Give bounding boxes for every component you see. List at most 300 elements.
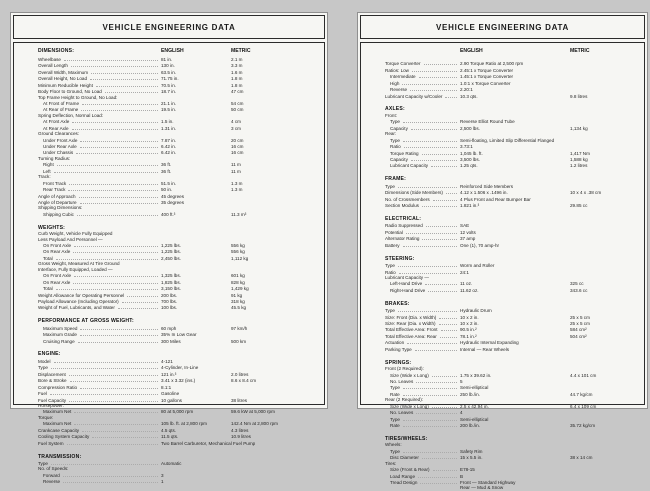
page-title: VEHICLE ENGINEERING DATA <box>436 22 569 32</box>
spec-label: Overall Length <box>38 63 68 69</box>
leader-line <box>398 262 457 267</box>
spec-label: Type <box>390 416 400 422</box>
spec-row <box>385 190 636 196</box>
spec-label: Right-Hand Drive <box>390 287 426 293</box>
spec-label: No. Leaves <box>390 379 414 385</box>
value-metric: 4 cm <box>231 119 241 125</box>
spec-label: Lubricant Capacity w/Cooler <box>385 93 443 99</box>
value-english: 4-121 <box>161 358 173 364</box>
spec-label: Reverse <box>43 479 61 485</box>
spec-label: Capacity <box>390 125 408 131</box>
value-metric: 59.6 kW at 5,000 rpm <box>231 409 275 415</box>
leader-line <box>433 467 457 472</box>
leader-line <box>403 391 457 396</box>
value-metric: 45.5 kg <box>231 305 247 311</box>
value-english: 15 x 5.5 in. <box>460 455 483 461</box>
value-metric: 1,429 kg <box>231 286 249 292</box>
leader-line <box>69 397 158 402</box>
spec-label: Type <box>390 119 400 125</box>
leader-line <box>411 156 457 161</box>
column-header-english: ENGLISH <box>460 47 483 54</box>
spec-label: Ratio <box>390 144 401 150</box>
spec-label: Tread Design <box>390 480 418 486</box>
value-english: 6.42 in. <box>161 150 177 156</box>
spec-page-left <box>10 12 328 485</box>
value-english: 24:1 <box>460 269 469 275</box>
spec-label: Weight of Fuel, Lubricants, and Water <box>38 305 115 311</box>
spec-label: Torque Rating <box>390 150 419 156</box>
value-english: 35 degrees <box>161 199 184 205</box>
spec-row <box>385 287 636 293</box>
spec-label: No. Leaves <box>390 410 414 416</box>
spec-label: Left <box>43 168 51 174</box>
leader-line <box>432 275 457 279</box>
value-metric: 44.7 kg/cm <box>570 391 593 397</box>
leader-line <box>105 88 158 93</box>
spec-label: At Front Axle <box>43 119 70 125</box>
leader-line <box>69 180 158 185</box>
spec-label: Type <box>385 263 395 269</box>
spec-row <box>385 422 636 428</box>
spec-label: Angle of Departure <box>38 199 77 205</box>
value-metric: 6.4 x 109 cm <box>570 403 597 409</box>
spec-section <box>385 177 636 209</box>
section-heading: PERFORMANCE AT GROSS WEIGHT: <box>38 318 134 325</box>
spec-row <box>38 338 316 344</box>
spec-label: Lubricant Capacity — <box>385 274 429 280</box>
spec-label: Wheelbase <box>38 56 61 62</box>
spec-label: Ground Clearances: <box>38 131 80 137</box>
spec-label: Total Effective Area: Front <box>385 327 438 333</box>
leader-line <box>400 113 457 117</box>
section-heading: ENGINE: <box>38 351 61 358</box>
leader-line <box>118 305 158 310</box>
leader-line <box>74 273 158 278</box>
leader-line <box>412 67 457 72</box>
value-english: 200 lbs. <box>161 292 178 298</box>
spec-label: On Rear Axle <box>43 249 71 255</box>
leader-line <box>399 269 457 274</box>
leader-line <box>72 119 158 124</box>
value-english: 45 degrees <box>161 193 184 199</box>
spec-label: Size (Wide x Long) <box>390 372 429 378</box>
value-metric: 11 m <box>231 162 241 168</box>
leader-line <box>91 69 158 74</box>
leader-line <box>403 422 457 427</box>
spec-row <box>385 346 636 352</box>
leader-line <box>74 242 158 247</box>
leader-line <box>411 125 457 130</box>
leader-line <box>398 183 457 188</box>
spec-label: Size: Front (Dia. x Width) <box>385 314 437 320</box>
value-metric: 16 cm <box>231 150 244 156</box>
value-metric: 556 kg <box>231 243 245 249</box>
leader-line <box>405 443 457 447</box>
value-english: 10 x 2 in. <box>460 321 479 327</box>
column-header-metric: METRIC <box>570 47 590 54</box>
leader-line <box>445 93 457 98</box>
spec-label: Gross Weight, Measured At Tire Ground <box>38 261 120 267</box>
spec-row <box>38 82 316 88</box>
spec-label: Size: Rear (Dia. x Width) <box>385 321 436 327</box>
spec-label: Cruising Range <box>43 338 75 344</box>
leader-line <box>57 162 158 167</box>
leader-line <box>73 156 158 160</box>
leader-line <box>78 338 158 343</box>
spec-label: Maximum Speed <box>43 325 78 331</box>
leader-line <box>90 76 158 81</box>
leader-line <box>80 137 158 142</box>
leader-line <box>398 308 457 313</box>
spec-label: Crankcase Capacity <box>38 427 80 433</box>
leader-line <box>54 168 158 173</box>
leader-line <box>106 113 158 117</box>
value-metric: 556 kg <box>231 249 245 255</box>
spec-label: Total Effective Area: Rear <box>385 333 437 339</box>
spec-label: Under Rear Axle <box>43 144 77 150</box>
value-english: 1,225 lbs. <box>161 249 181 255</box>
spec-label: Under Front Axle <box>43 137 78 143</box>
leader-line <box>428 287 457 292</box>
spec-label: Tires: <box>385 460 397 466</box>
spec-label: Spring Deflection, Normal Load: <box>38 112 104 118</box>
leader-line <box>432 403 457 408</box>
value-english: 1.0:1 x Torque Converter <box>460 80 511 86</box>
spec-label: Potential <box>385 229 403 235</box>
spec-label: Payload Allowance (Including Operator) <box>38 298 119 304</box>
spec-label: Bore & Stroke <box>38 378 67 384</box>
spec-label: Track: <box>38 174 51 180</box>
spec-label: Rear Track <box>43 187 66 193</box>
leader-line <box>51 460 158 465</box>
leader-line <box>418 473 457 478</box>
leader-line <box>63 479 158 484</box>
value-english: Automatic <box>161 461 182 467</box>
value-english: 1,825 lbs. <box>161 279 181 285</box>
value-english: Hydraulic Internal Expanding <box>460 340 519 346</box>
value-english: Front — Standard Highway <box>460 480 516 486</box>
leader-line <box>80 332 158 337</box>
spec-label: No. of Crossmembers <box>385 196 430 202</box>
value-english: Worm and Roller <box>460 263 495 269</box>
value-english: Two Barrel Carburetor, Mechanical Fuel Pump <box>161 440 256 446</box>
leader-line <box>420 479 457 484</box>
spec-label: Section Modulus <box>385 203 419 209</box>
value-english: 3,500 lbs. <box>460 156 480 162</box>
value-english: 1,045 lb. ft. <box>460 150 483 156</box>
value-metric: 38 x 14 cm <box>570 455 593 461</box>
value-metric: 601 kg <box>231 273 245 279</box>
value-english: 7.87 in. <box>161 137 177 143</box>
leader-line <box>432 372 457 377</box>
spec-label: Radio Suppressed <box>385 223 423 229</box>
leader-line <box>403 242 457 247</box>
leader-line <box>74 421 158 426</box>
value-english: 50 in. <box>161 187 173 193</box>
value-english: 400 ft.³ <box>161 211 176 217</box>
spec-label: Left-Hand Drive <box>390 281 423 287</box>
spec-label: Dimensions (Side Members) <box>385 190 443 196</box>
value-english: One (1), 70 amp-hr <box>460 242 500 248</box>
value-metric: 10.9 litres <box>231 434 251 440</box>
value-metric: 50 cm <box>231 107 244 113</box>
leader-line <box>399 132 457 136</box>
leader-line <box>80 384 158 389</box>
spec-label: Horsepower: <box>38 403 65 409</box>
value-metric: 1.6 m <box>231 69 243 75</box>
leader-line <box>416 378 457 383</box>
leader-line <box>56 286 158 291</box>
section-heading: WEIGHTS: <box>38 224 66 231</box>
value-metric: 25 x 5 cm <box>570 321 590 327</box>
value-english: Semi-elliptical <box>460 416 489 422</box>
spec-section <box>38 352 316 446</box>
spec-label: Type <box>38 461 48 467</box>
value-english: 37 amp <box>460 236 476 242</box>
spec-label: Type <box>385 183 395 189</box>
leader-line <box>68 186 158 191</box>
leader-line <box>116 267 158 271</box>
leader-line <box>422 202 457 207</box>
spec-label: Rate <box>390 391 400 397</box>
leader-line <box>51 365 158 370</box>
leader-line <box>426 398 457 402</box>
spec-section <box>385 107 636 169</box>
spec-label: Forward <box>43 472 60 478</box>
value-english: 250 lb./in. <box>460 391 480 397</box>
value-metric: 2.0 litres <box>231 371 249 377</box>
spec-section <box>385 361 636 429</box>
spec-label: Actuation <box>385 340 405 346</box>
leader-line <box>439 314 457 319</box>
value-english: 4-Cylinder, In-Line <box>161 365 199 371</box>
spec-label: Maximum Grade <box>43 332 77 338</box>
value-english: 1.75 x 39.62 in. <box>460 372 492 378</box>
value-metric: 500 km <box>231 338 247 344</box>
value-english: Hydraulic Drum <box>460 308 492 314</box>
spec-label: Weight Allowance for Operating Personnel <box>38 292 125 298</box>
spec-label: Fuel <box>38 391 47 397</box>
leader-line <box>440 333 457 338</box>
column-header-row <box>385 48 636 54</box>
spec-label: Angle of Approach <box>38 193 76 199</box>
leader-line <box>81 107 158 112</box>
spec-section <box>385 302 636 353</box>
leader-line <box>422 236 457 241</box>
value-metric: 11.3 m³ <box>231 211 247 217</box>
value-english: 60 mph <box>161 325 177 331</box>
value-metric: 1,417 Nm <box>570 150 590 156</box>
value-english: 1.31 in. <box>161 125 177 131</box>
first-section-heading: DIMENSIONS: <box>38 47 75 54</box>
value-metric: 4.4 x 101 cm <box>570 372 597 378</box>
spec-label: Torque: <box>38 414 54 420</box>
spec-row <box>385 242 636 248</box>
page-title-box <box>360 15 645 39</box>
value-english: 200 lb./in. <box>460 423 480 429</box>
spec-label: Battery <box>385 242 400 248</box>
value-english: 1.5 in. <box>161 119 174 125</box>
leader-line <box>96 82 158 87</box>
spec-label: Lubricant Capacity <box>390 163 429 169</box>
spec-label: High <box>390 80 400 86</box>
value-metric: 1.8 m <box>231 82 243 88</box>
value-metric: 10 x 4 x .38 cm <box>570 190 602 196</box>
value-english: Internal — Rear Wheels <box>460 346 510 352</box>
section-heading: ELECTRICAL: <box>385 215 422 222</box>
spec-label: At Rear Axle <box>43 125 69 131</box>
value-english: 100 lbs. <box>161 305 178 311</box>
value-english: 90.5 in.² <box>460 327 477 333</box>
value-english: 8.1:1 <box>161 384 172 390</box>
leader-line <box>446 190 457 195</box>
spec-label: Size (Front & Rear) <box>390 467 430 473</box>
spec-label: Size (Wide x Long) <box>390 403 429 409</box>
leader-line <box>402 80 457 85</box>
page-title: VEHICLE ENGINEERING DATA <box>102 22 236 32</box>
leader-line <box>403 119 457 124</box>
value-metric: 142.4 Nm at 2,800 rpm <box>231 421 278 427</box>
leader-line <box>399 461 457 465</box>
value-english: Reinforced Side Members <box>460 183 514 189</box>
value-english: 36 ft. <box>161 168 172 174</box>
value-metric: 8.6 x 8.4 cm <box>231 378 257 384</box>
value-english: 4.5 qts. <box>161 427 177 433</box>
value-english: B <box>460 473 464 479</box>
value-english: 3.73:1 <box>460 144 473 150</box>
spec-section <box>385 257 636 294</box>
leader-line <box>419 74 457 79</box>
spec-label: Rear (2 Required): <box>385 397 424 403</box>
value-metric: 1.8 m <box>231 76 243 82</box>
value-english: 105 lb. ft. at 2,800 rpm <box>161 421 207 427</box>
leader-line <box>54 358 158 363</box>
spec-label: Minimum Reducible Height <box>38 82 93 88</box>
spec-label: Alternator Rating <box>385 236 420 242</box>
spec-row <box>385 163 636 169</box>
value-english: 3,150 lbs. <box>161 286 181 292</box>
value-metric: 11 m <box>231 168 241 174</box>
value-english: Semi-elliptical <box>460 385 489 391</box>
value-metric: 97 km/h <box>231 325 248 331</box>
spec-row <box>38 69 316 75</box>
leader-line <box>403 416 457 421</box>
leader-line <box>50 391 158 396</box>
leader-line <box>431 163 457 168</box>
leader-line <box>73 249 158 254</box>
value-english: 1 <box>161 479 164 485</box>
spec-label: Front Track <box>43 180 67 186</box>
spec-section <box>38 455 316 486</box>
value-english: 21.1 in. <box>161 100 177 106</box>
spec-row <box>385 320 636 326</box>
leader-line <box>74 409 158 414</box>
leader-line <box>122 298 158 303</box>
value-metric: 504 cm² <box>570 333 587 339</box>
value-english: 1.45:1 x Torque Converter <box>460 74 514 80</box>
value-english: 1.821 in.³ <box>460 203 480 209</box>
leader-line <box>415 346 457 351</box>
value-english: 36 ft. <box>161 162 172 168</box>
leader-line <box>73 279 158 284</box>
value-english: 11.5 qts. <box>161 434 179 440</box>
section-heading: STEERING: <box>385 255 415 262</box>
spec-label: Front: <box>385 112 397 118</box>
leader-line <box>67 440 158 445</box>
value-english: 70.5 in. <box>161 82 177 88</box>
leader-line <box>407 340 457 345</box>
spec-label: Fuel System <box>38 440 64 446</box>
value-english: 3 <box>161 472 164 478</box>
spacer <box>77 48 158 52</box>
leader-line <box>80 143 158 148</box>
leader-line <box>127 292 158 297</box>
leader-line <box>71 63 158 68</box>
value-english: 1.25 qts. <box>460 163 478 169</box>
spec-label: Overall Width, Maximum <box>38 69 89 75</box>
leader-line <box>71 467 158 471</box>
spec-label: Overall Height, No Load <box>38 76 88 82</box>
leader-line <box>406 229 457 234</box>
leader-line <box>427 367 457 371</box>
value-metric: 318 kg <box>231 298 245 304</box>
spec-label: Interface, Fully Equipped, Loaded — <box>38 266 113 272</box>
spec-label: Capacity <box>390 156 408 162</box>
value-english: 81 in. <box>161 56 173 62</box>
column-header-metric: METRIC <box>231 47 251 54</box>
spec-label: On Front Axle <box>43 273 72 279</box>
leader-line <box>63 472 158 477</box>
value-metric: 54 cm <box>231 100 244 106</box>
spec-label: Body Floor to Ground, No Load <box>38 89 102 95</box>
leader-line <box>416 410 457 415</box>
spec-row <box>38 479 316 485</box>
leader-line <box>397 486 457 490</box>
spec-row <box>38 440 316 446</box>
spec-section <box>38 56 316 217</box>
section-heading: BRAKES: <box>385 300 410 307</box>
value-metric: 828 kg <box>231 279 245 285</box>
leader-line <box>92 434 158 439</box>
rows-host <box>385 61 636 491</box>
spec-row <box>38 88 316 94</box>
spec-label: Load Range <box>390 473 416 479</box>
spec-row <box>38 211 316 217</box>
value-english: 1,225 lbs. <box>161 243 181 249</box>
spec-label: Type <box>390 448 400 454</box>
value-english: 130 in. <box>161 63 175 69</box>
spec-row <box>385 486 636 491</box>
spec-section <box>38 226 316 312</box>
spec-section <box>385 217 636 249</box>
value-metric: 91 kg <box>231 292 243 298</box>
value-english: 121 in.³ <box>161 371 177 377</box>
value-metric: 1.2 litres <box>570 163 588 169</box>
spec-row <box>385 327 636 333</box>
value-english: 80 at 5,000 rpm <box>161 409 194 415</box>
spec-label: Ratio <box>385 269 396 275</box>
value-english: 10 gallons <box>161 397 182 403</box>
spec-label: Rear: <box>385 131 397 137</box>
spec-row <box>385 202 636 208</box>
leader-line <box>82 132 158 136</box>
value-english: 11 oz. <box>460 281 473 287</box>
leader-line <box>77 211 158 216</box>
leader-line <box>82 427 158 432</box>
spec-body <box>13 42 325 485</box>
spec-label: Disc Diameter <box>390 455 419 461</box>
spec-label: At Rear of Frame <box>43 107 79 113</box>
